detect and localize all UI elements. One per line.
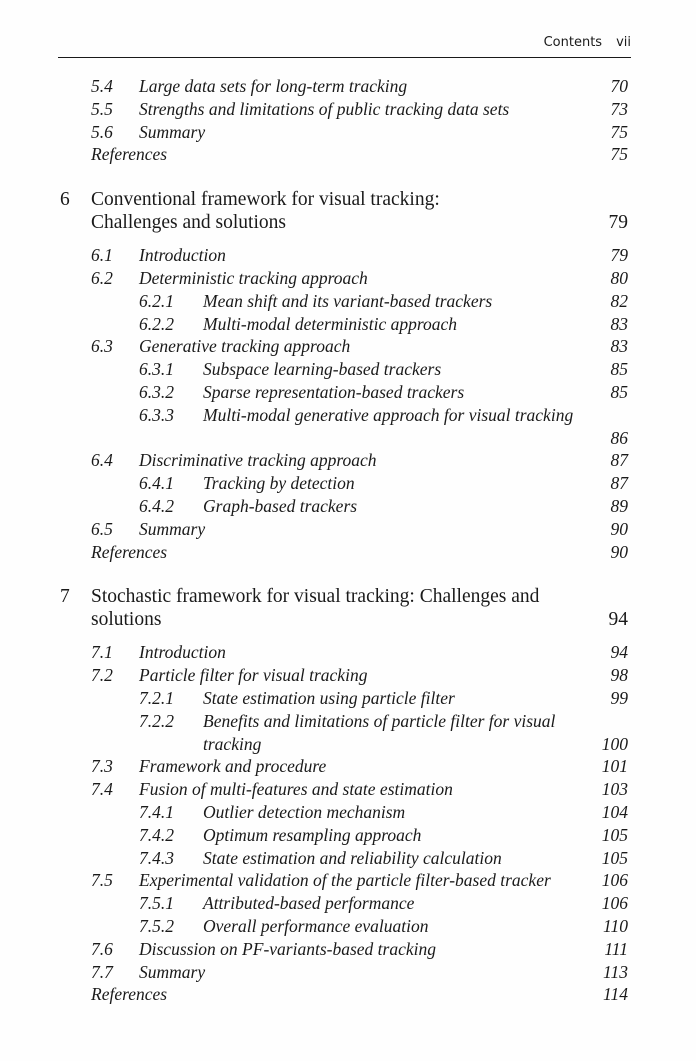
section-title: Strengths and limitations of public tracking data sets xyxy=(139,98,510,119)
page-number: 100 xyxy=(601,733,628,754)
toc-subsection-entry[interactable] xyxy=(58,313,631,336)
section-number: 7.4.2 xyxy=(139,824,174,845)
section-title: Experimental validation of the particle filter-based tracker xyxy=(139,870,551,891)
section-title: Overall performance evaluation xyxy=(203,915,429,936)
section-title: Deterministic tracking approach xyxy=(139,267,368,288)
page-number: 98 xyxy=(610,665,628,686)
toc-subsection-entry[interactable] xyxy=(58,710,631,756)
toc-section-entry[interactable] xyxy=(58,335,631,358)
chapter-title-line-1: Conventional framework for visual tracking: xyxy=(91,189,440,211)
page-number: 110 xyxy=(603,915,628,936)
toc-section-entry[interactable] xyxy=(58,755,631,778)
section-title: Large data sets for long-term tracking xyxy=(139,76,408,96)
page-number: 90 xyxy=(610,541,628,562)
page-number: 87 xyxy=(610,450,628,471)
toc-section-entry[interactable] xyxy=(58,121,631,144)
page-number: 111 xyxy=(604,938,628,959)
section-title: Outlier detection mechanism xyxy=(203,801,406,822)
toc-subsection-entry[interactable] xyxy=(58,472,631,495)
section-title: Discussion on PF-variants-based tracking xyxy=(139,938,436,959)
page-number: 80 xyxy=(610,267,628,288)
section-title: Summary xyxy=(139,121,206,142)
section-title: Summary xyxy=(139,518,206,539)
page-number: 99 xyxy=(610,687,628,708)
chapter-title-line-1: Stochastic framework for visual tracking: Challenges and xyxy=(91,586,540,608)
toc-subsection-entry[interactable] xyxy=(58,801,631,824)
references-label: References xyxy=(91,541,168,562)
page-number: 113 xyxy=(603,961,628,982)
toc-subsection-entry[interactable] xyxy=(58,687,631,710)
toc-subsection-entry[interactable] xyxy=(58,381,631,404)
toc-section-entry[interactable] xyxy=(58,98,631,121)
section-number: 6.1 xyxy=(91,245,113,266)
page-number: 90 xyxy=(610,518,628,539)
toc-subsection-entry[interactable] xyxy=(58,847,631,870)
toc-chapter-entry[interactable] xyxy=(58,585,631,631)
section-number: 7.4.1 xyxy=(139,801,174,822)
toc-section-entry[interactable] xyxy=(58,961,631,984)
section-number: 7.6 xyxy=(91,938,113,959)
section-title: Generative tracking approach xyxy=(139,336,351,357)
section-number: 6.3.3 xyxy=(139,404,174,425)
page-number: 75 xyxy=(610,144,628,165)
page-number: 101 xyxy=(601,756,628,777)
running-head-page-number: vii xyxy=(616,35,631,50)
section-title: State estimation using particle filter xyxy=(203,687,455,708)
chapter-number: 6 xyxy=(60,189,70,211)
section-number: 6.3.1 xyxy=(139,359,174,380)
section-title: Framework and procedure xyxy=(139,756,327,777)
chapter-title-line-2: Challenges and solutions xyxy=(91,212,286,234)
page-number: 82 xyxy=(610,290,628,311)
toc-section-entry[interactable] xyxy=(58,869,631,892)
section-title: Introduction xyxy=(139,245,226,266)
section-number: 7.5.2 xyxy=(139,915,174,936)
chapter-title-line-2: solutions xyxy=(91,609,162,631)
running-head-title: Contents xyxy=(543,35,603,50)
section-title: Fusion of multi-features and state estimation xyxy=(139,779,453,800)
toc-subsection-entry[interactable] xyxy=(58,290,631,313)
page-number: 105 xyxy=(601,847,628,868)
toc-chapter-entry[interactable] xyxy=(58,188,631,234)
page-number: 70 xyxy=(610,76,628,96)
page-number: 85 xyxy=(610,381,628,402)
section-title: Multi-modal deterministic approach xyxy=(203,313,458,334)
section-number: 7.5.1 xyxy=(139,893,174,914)
section-title: Discriminative tracking approach xyxy=(139,450,377,471)
section-number: 7.2 xyxy=(91,665,113,686)
page-number: 89 xyxy=(610,495,628,516)
section-number: 7.1 xyxy=(91,642,113,663)
page-number: 83 xyxy=(610,313,628,334)
section-number: 7.7 xyxy=(91,961,113,982)
page-number: 83 xyxy=(610,336,628,357)
toc-subsection-entry[interactable] xyxy=(58,358,631,381)
toc-section-entry[interactable] xyxy=(58,75,631,98)
page-number: 114 xyxy=(603,984,628,1005)
toc-section-entry[interactable] xyxy=(58,641,631,664)
page-number: 106 xyxy=(601,893,628,914)
section-number: 7.4 xyxy=(91,779,113,800)
section-number: 7.4.3 xyxy=(139,847,174,868)
toc-subsection-entry[interactable] xyxy=(58,404,631,450)
toc-section-entry[interactable] xyxy=(58,449,631,472)
section-number: 5.6 xyxy=(91,121,113,142)
page-number: 104 xyxy=(601,801,628,822)
section-title: Particle filter for visual tracking xyxy=(139,665,368,686)
page-number: 79 xyxy=(610,245,628,266)
toc-references-entry[interactable] xyxy=(58,143,631,166)
toc-subsection-entry[interactable] xyxy=(58,824,631,847)
section-spacer xyxy=(58,563,631,573)
section-number: 6.2 xyxy=(91,267,113,288)
section-number: 7.5 xyxy=(91,870,113,891)
section-number: 5.4 xyxy=(91,76,113,96)
running-head xyxy=(58,33,631,58)
page-number: 103 xyxy=(601,779,628,800)
page-number: 94 xyxy=(608,609,628,631)
section-number: 7.2.1 xyxy=(139,687,174,708)
page-number: 94 xyxy=(610,642,628,663)
page-number: 73 xyxy=(610,98,628,119)
section-number: 6.5 xyxy=(91,518,113,539)
section-title: Optimum resampling approach xyxy=(203,824,422,845)
section-number: 7.2.2 xyxy=(139,710,174,731)
section-number: 6.3.2 xyxy=(139,381,174,402)
page-number: 87 xyxy=(610,473,628,494)
toc-subsection-entry[interactable] xyxy=(58,915,631,938)
page-number: 106 xyxy=(601,870,628,891)
section-number: 6.4 xyxy=(91,450,113,471)
section-number: 6.3 xyxy=(91,336,113,357)
section-title: Attributed-based performance xyxy=(203,893,415,914)
chapter-number: 7 xyxy=(60,586,70,608)
section-title: Graph-based trackers xyxy=(203,495,358,516)
section-title: Mean shift and its variant-based trackers xyxy=(203,290,493,311)
section-title: Introduction xyxy=(139,642,226,663)
toc-subsection-entry[interactable] xyxy=(58,495,631,518)
toc-section-entry[interactable] xyxy=(58,267,631,290)
references-label: References xyxy=(91,144,168,165)
toc-section-entry[interactable] xyxy=(58,244,631,267)
toc-references-entry[interactable] xyxy=(58,983,631,1006)
page-number: 86 xyxy=(610,427,628,448)
section-number: 5.5 xyxy=(91,98,113,119)
page-number: 85 xyxy=(610,359,628,380)
page-number: 79 xyxy=(608,212,628,234)
toc-subsection-entry[interactable] xyxy=(58,892,631,915)
section-spacer xyxy=(58,166,631,176)
section-title: Summary xyxy=(139,961,206,982)
section-number: 6.4.1 xyxy=(139,473,174,494)
references-label: References xyxy=(91,984,168,1005)
section-title: State estimation and reliability calculation xyxy=(203,847,502,868)
section-title: Benefits and limitations of particle filter for visual tracking xyxy=(203,710,556,754)
toc-section-entry[interactable] xyxy=(58,518,631,541)
section-number: 6.4.2 xyxy=(139,495,174,516)
section-title: Multi-modal generative approach for visual tracking xyxy=(203,404,574,425)
section-title: Tracking by detection xyxy=(203,473,355,494)
toc-section-entry[interactable] xyxy=(58,664,631,687)
table-of-contents xyxy=(58,75,631,1006)
chapter-title xyxy=(91,188,591,234)
section-title: Sparse representation-based trackers xyxy=(203,381,465,402)
page-number: 105 xyxy=(601,824,628,845)
page-number: 75 xyxy=(610,121,628,142)
section-number: 6.2.2 xyxy=(139,313,174,334)
toc-section-entry[interactable] xyxy=(58,778,631,801)
section-title: Subspace learning-based trackers xyxy=(203,359,442,380)
toc-references-entry[interactable] xyxy=(58,541,631,564)
section-number: 7.3 xyxy=(91,756,113,777)
chapter-title xyxy=(91,585,591,631)
toc-section-entry[interactable] xyxy=(58,938,631,961)
section-number: 6.2.1 xyxy=(139,290,174,311)
